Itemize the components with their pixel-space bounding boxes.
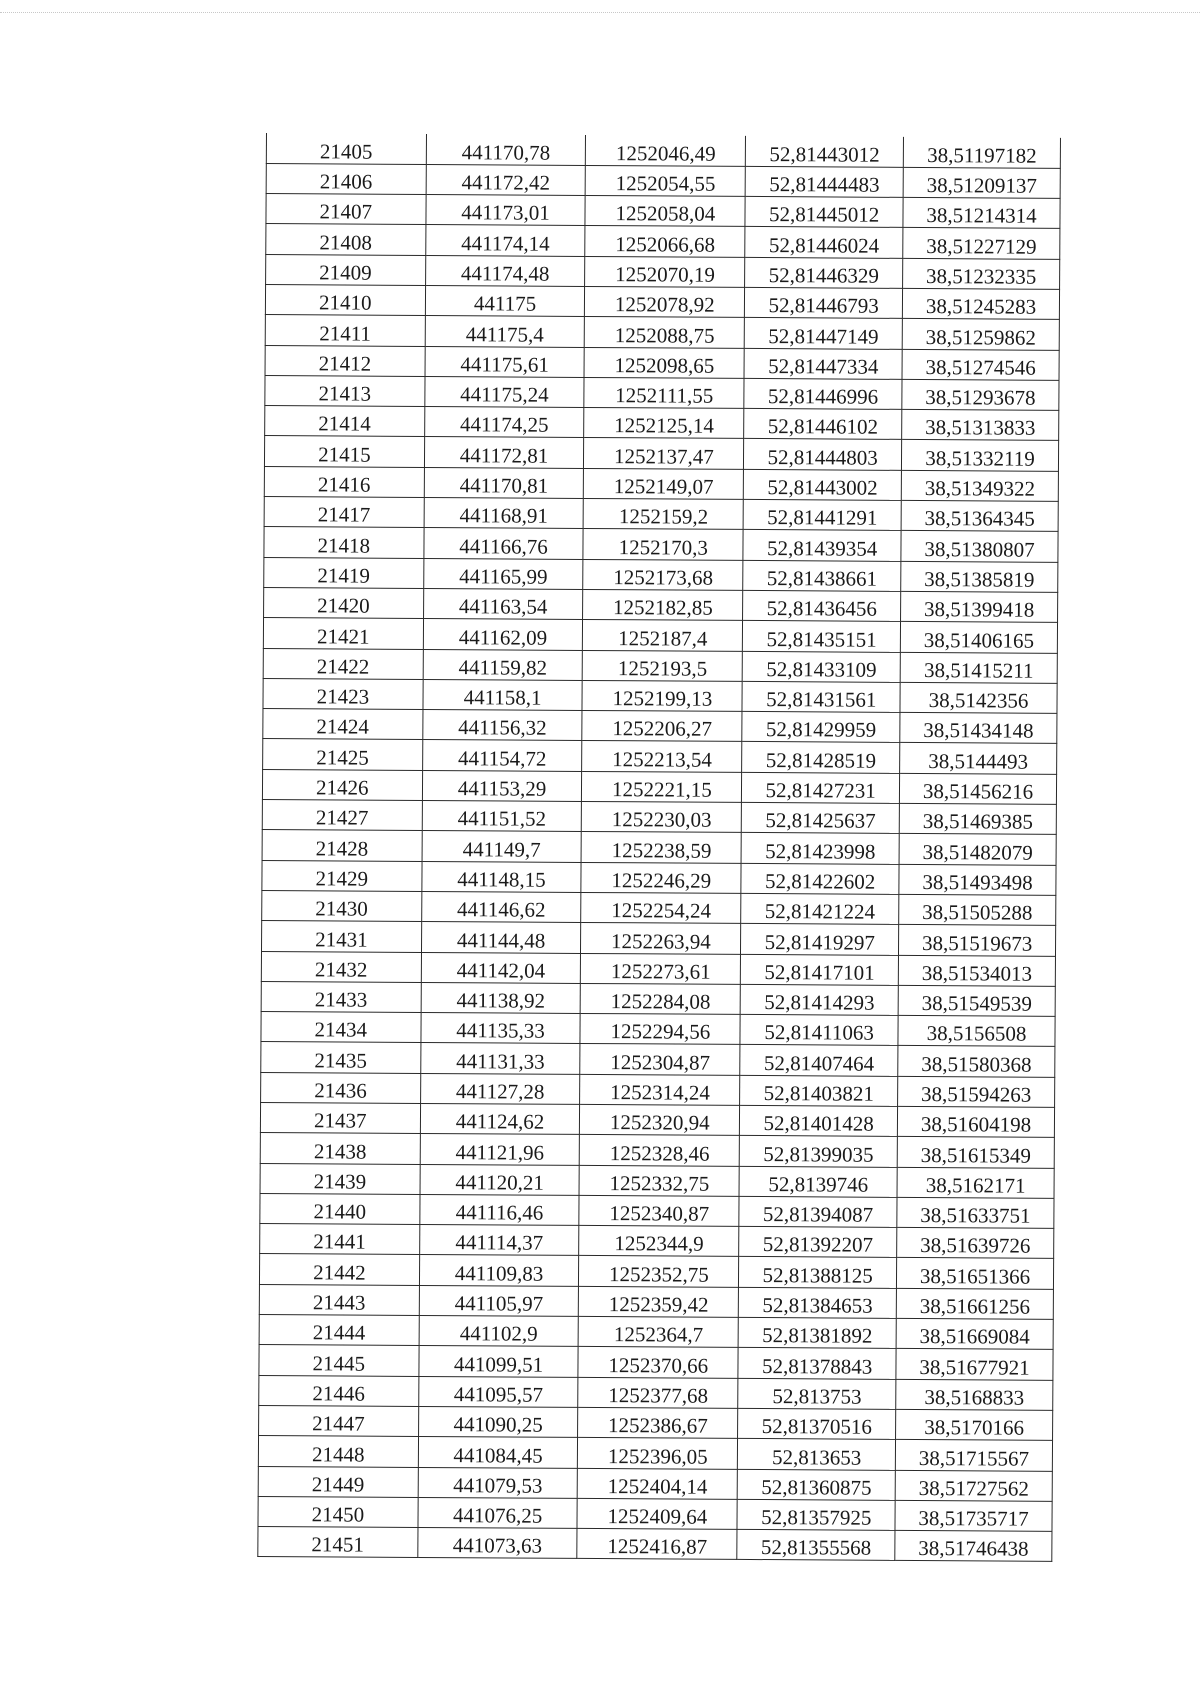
cell-longitude: 38,51274546	[902, 349, 1059, 380]
cell-longitude: 38,51594263	[898, 1076, 1055, 1107]
cell-x-coordinate: 441174,25	[424, 407, 584, 438]
cell-y-coordinate: 1252199,13	[582, 680, 742, 711]
cell-x-coordinate: 441073,63	[417, 1528, 577, 1559]
cell-longitude: 38,51735717	[895, 1500, 1052, 1531]
cell-x-coordinate: 441079,53	[418, 1467, 578, 1498]
cell-x-coordinate: 441175,24	[425, 376, 585, 407]
cell-longitude: 38,51415211	[900, 652, 1057, 683]
cell-latitude: 52,81447149	[744, 318, 902, 349]
cell-longitude: 38,51259862	[902, 319, 1059, 350]
scan-top-edge	[0, 12, 1200, 13]
cell-longitude: 38,51519673	[899, 925, 1056, 956]
cell-point-number: 21420	[264, 587, 424, 618]
cell-longitude: 38,51604198	[897, 1106, 1054, 1137]
cell-y-coordinate: 1252377,68	[578, 1377, 738, 1408]
cell-longitude: 38,5162171	[897, 1167, 1054, 1198]
cell-longitude: 38,51332119	[902, 440, 1059, 471]
cell-point-number: 21445	[259, 1345, 419, 1376]
cell-latitude: 52,81428519	[742, 742, 900, 773]
cell-longitude: 38,51434148	[900, 713, 1057, 744]
cell-y-coordinate: 1252396,05	[578, 1438, 738, 1469]
cell-latitude: 52,8139746	[739, 1166, 897, 1197]
cell-x-coordinate: 441099,51	[419, 1346, 579, 1377]
cell-latitude: 52,81414293	[740, 984, 898, 1015]
cell-y-coordinate: 1252125,14	[584, 408, 744, 439]
cell-longitude: 38,51549539	[898, 985, 1055, 1016]
table-row	[260, 1102, 1054, 1137]
table-row	[262, 769, 1056, 804]
cell-latitude: 52,81446024	[745, 227, 903, 258]
cell-y-coordinate: 1252149,07	[584, 468, 744, 499]
cell-latitude: 52,81381892	[738, 1317, 896, 1348]
cell-x-coordinate: 441159,82	[423, 649, 583, 680]
cell-longitude: 38,51493498	[899, 864, 1056, 895]
cell-point-number: 21440	[260, 1193, 420, 1224]
table-row	[259, 1284, 1053, 1319]
cell-point-number: 21448	[258, 1436, 418, 1467]
cell-y-coordinate: 1252238,59	[582, 832, 742, 863]
cell-y-coordinate: 1252386,67	[578, 1407, 738, 1438]
cell-latitude: 52,81370516	[738, 1408, 896, 1439]
cell-latitude: 52,81355568	[737, 1530, 895, 1561]
cell-x-coordinate: 441163,54	[423, 588, 583, 619]
cell-point-number: 21424	[263, 709, 423, 740]
cell-latitude: 52,81422602	[741, 863, 899, 894]
cell-y-coordinate: 1252054,55	[586, 165, 746, 196]
cell-longitude: 38,51746438	[895, 1531, 1052, 1562]
cell-y-coordinate: 1252070,19	[585, 256, 745, 287]
table-row	[258, 1496, 1052, 1531]
cell-x-coordinate: 441116,46	[420, 1194, 580, 1225]
cell-longitude: 38,51677921	[896, 1349, 1053, 1380]
cell-point-number: 21406	[266, 163, 426, 194]
cell-y-coordinate: 1252344,9	[579, 1226, 739, 1257]
table-row	[261, 981, 1055, 1016]
cell-point-number: 21434	[261, 1012, 421, 1043]
cell-latitude: 52,81357925	[737, 1499, 895, 1530]
cell-latitude: 52,81388125	[739, 1257, 897, 1288]
table-row	[258, 1436, 1052, 1471]
cell-x-coordinate: 441095,57	[418, 1376, 578, 1407]
cell-point-number: 21450	[258, 1496, 418, 1527]
cell-x-coordinate: 441168,91	[424, 498, 584, 529]
cell-y-coordinate: 1252187,4	[583, 620, 743, 651]
cell-y-coordinate: 1252098,65	[584, 347, 744, 378]
cell-latitude: 52,81441291	[743, 499, 901, 530]
cell-point-number: 21451	[258, 1527, 418, 1558]
cell-point-number: 21433	[261, 981, 421, 1012]
table-row	[260, 1193, 1054, 1228]
cell-point-number: 21444	[259, 1315, 419, 1346]
cell-point-number: 21421	[263, 618, 423, 649]
cell-longitude: 38,51534013	[898, 955, 1055, 986]
table-row	[264, 527, 1058, 562]
cell-longitude: 38,51380807	[901, 531, 1058, 562]
cell-longitude: 38,51505288	[899, 894, 1056, 925]
cell-point-number: 21429	[262, 860, 422, 891]
cell-longitude: 38,51469385	[899, 803, 1056, 834]
table-row	[259, 1375, 1053, 1410]
cell-latitude: 52,81446102	[744, 409, 902, 440]
table-row	[262, 890, 1056, 925]
cell-latitude: 52,81384653	[739, 1287, 897, 1318]
table-row	[266, 224, 1060, 259]
table-row	[265, 284, 1059, 319]
cell-y-coordinate: 1252328,46	[580, 1135, 740, 1166]
cell-longitude: 38,51245283	[902, 288, 1059, 319]
cell-longitude: 38,51364345	[901, 500, 1058, 531]
cell-y-coordinate: 1252193,5	[583, 650, 743, 681]
cell-longitude: 38,51232335	[903, 258, 1060, 289]
cell-x-coordinate: 441153,29	[422, 770, 582, 801]
cell-longitude: 38,51209137	[903, 167, 1060, 198]
cell-latitude: 52,81401428	[740, 1105, 898, 1136]
cell-point-number: 21446	[259, 1375, 419, 1406]
cell-x-coordinate: 441135,33	[421, 1013, 581, 1044]
cell-longitude: 38,51639726	[897, 1228, 1054, 1259]
cell-y-coordinate: 1252263,94	[581, 923, 741, 954]
cell-point-number: 21407	[266, 194, 426, 225]
cell-x-coordinate: 441121,96	[420, 1134, 580, 1165]
cell-longitude: 38,51669084	[896, 1318, 1053, 1349]
cell-point-number: 21439	[260, 1163, 420, 1194]
table-row	[264, 587, 1058, 622]
cell-y-coordinate: 1252078,92	[585, 286, 745, 317]
cell-latitude: 52,81419297	[741, 924, 899, 955]
cell-point-number: 21415	[264, 436, 424, 467]
cell-point-number: 21442	[259, 1254, 419, 1285]
cell-longitude: 38,51313833	[902, 410, 1059, 441]
cell-x-coordinate: 441154,72	[422, 740, 582, 771]
cell-latitude: 52,81431561	[742, 681, 900, 712]
cell-longitude: 38,51482079	[899, 834, 1056, 865]
coordinates-table	[257, 133, 1061, 1562]
table-row	[264, 436, 1058, 471]
cell-latitude: 52,81399035	[739, 1136, 897, 1167]
cell-x-coordinate: 441146,62	[421, 891, 581, 922]
cell-y-coordinate: 1252111,55	[584, 377, 744, 408]
cell-longitude: 38,51715567	[895, 1440, 1052, 1471]
table-row	[263, 739, 1057, 774]
table-row	[261, 1072, 1055, 1107]
cell-y-coordinate: 1252320,94	[580, 1104, 740, 1135]
cell-longitude: 38,51227129	[903, 228, 1060, 259]
cell-x-coordinate: 441151,52	[422, 800, 582, 831]
cell-point-number: 21409	[266, 254, 426, 285]
cell-latitude: 52,81407464	[740, 1045, 898, 1076]
cell-longitude: 38,51293678	[902, 379, 1059, 410]
cell-point-number: 21428	[262, 830, 422, 861]
cell-point-number: 21449	[258, 1466, 418, 1497]
cell-longitude: 38,51651366	[897, 1258, 1054, 1289]
table-row	[264, 466, 1058, 501]
cell-x-coordinate: 441172,42	[426, 164, 586, 195]
cell-latitude: 52,81378843	[738, 1348, 896, 1379]
cell-x-coordinate: 441158,1	[423, 679, 583, 710]
cell-y-coordinate: 1252058,04	[585, 196, 745, 227]
table-row	[264, 497, 1058, 532]
cell-latitude: 52,81443012	[746, 136, 904, 167]
table-row	[260, 1224, 1054, 1259]
cell-latitude: 52,81433109	[742, 651, 900, 682]
table-row	[261, 1042, 1055, 1077]
cell-y-coordinate: 1252352,75	[579, 1256, 739, 1287]
cell-longitude: 38,51580368	[898, 1046, 1055, 1077]
table-row	[262, 921, 1056, 956]
cell-x-coordinate: 441170,81	[424, 467, 584, 498]
cell-y-coordinate: 1252182,85	[583, 589, 743, 620]
table-row	[265, 375, 1059, 410]
cell-x-coordinate: 441174,14	[425, 225, 585, 256]
table-row	[259, 1405, 1053, 1440]
table-row	[262, 830, 1056, 865]
cell-point-number: 21441	[260, 1224, 420, 1255]
cell-x-coordinate: 441142,04	[421, 952, 581, 983]
cell-latitude: 52,81417101	[741, 954, 899, 985]
cell-latitude: 52,81435151	[743, 621, 901, 652]
cell-x-coordinate: 441131,33	[420, 1043, 580, 1074]
cell-latitude: 52,81411063	[740, 1015, 898, 1046]
cell-longitude: 38,51385819	[901, 561, 1058, 592]
table-row	[260, 1163, 1054, 1198]
cell-y-coordinate: 1252340,87	[579, 1195, 739, 1226]
cell-point-number: 21408	[266, 224, 426, 255]
table-row	[259, 1254, 1053, 1289]
table-row	[266, 254, 1060, 289]
cell-y-coordinate: 1252359,42	[579, 1286, 739, 1317]
cell-latitude: 52,81446996	[744, 378, 902, 409]
cell-x-coordinate: 441124,62	[420, 1103, 580, 1134]
cell-point-number: 21437	[260, 1102, 420, 1133]
cell-longitude: 38,5170166	[896, 1409, 1053, 1440]
cell-point-number: 21417	[264, 497, 424, 528]
table-row	[261, 1012, 1055, 1047]
cell-latitude: 52,81446329	[745, 257, 903, 288]
table-row	[266, 194, 1060, 229]
cell-y-coordinate: 1252332,75	[579, 1165, 739, 1196]
cell-y-coordinate: 1252170,3	[583, 529, 743, 560]
cell-x-coordinate: 441114,37	[419, 1225, 579, 1256]
cell-y-coordinate: 1252254,24	[581, 892, 741, 923]
cell-latitude: 52,81425637	[742, 802, 900, 833]
cell-longitude: 38,5144493	[900, 743, 1057, 774]
table-row	[261, 951, 1055, 986]
cell-x-coordinate: 441166,76	[424, 528, 584, 559]
table-row	[262, 860, 1056, 895]
cell-point-number: 21414	[265, 406, 425, 437]
cell-y-coordinate: 1252213,54	[582, 741, 742, 772]
cell-longitude: 38,5168833	[896, 1379, 1053, 1410]
cell-longitude: 38,51615349	[897, 1137, 1054, 1168]
cell-y-coordinate: 1252230,03	[582, 801, 742, 832]
cell-y-coordinate: 1252404,14	[578, 1468, 738, 1499]
cell-point-number: 21412	[265, 345, 425, 376]
cell-point-number: 21422	[263, 648, 423, 679]
cell-longitude: 38,51197182	[903, 137, 1060, 168]
cell-y-coordinate: 1252364,7	[579, 1317, 739, 1348]
cell-x-coordinate: 441076,25	[418, 1497, 578, 1528]
cell-y-coordinate: 1252284,08	[581, 983, 741, 1014]
cell-latitude: 52,81427231	[742, 772, 900, 803]
cell-x-coordinate: 441149,7	[422, 831, 582, 862]
cell-x-coordinate: 441165,99	[423, 558, 583, 589]
table-row	[265, 315, 1059, 350]
cell-latitude: 52,81429959	[742, 712, 900, 743]
table-row	[258, 1527, 1052, 1562]
table-row	[259, 1315, 1053, 1350]
cell-latitude: 52,81447334	[744, 348, 902, 379]
cell-latitude: 52,81423998	[741, 833, 899, 864]
cell-x-coordinate: 441156,32	[422, 710, 582, 741]
cell-x-coordinate: 441172,81	[424, 437, 584, 468]
cell-x-coordinate: 441162,09	[423, 619, 583, 650]
table-row	[260, 1133, 1054, 1168]
cell-latitude: 52,81445012	[745, 197, 903, 228]
cell-point-number: 21438	[260, 1133, 420, 1164]
cell-point-number: 21419	[264, 557, 424, 588]
cell-x-coordinate: 441173,01	[426, 195, 586, 226]
cell-latitude: 52,813753	[738, 1378, 896, 1409]
cell-point-number: 21410	[265, 284, 425, 315]
cell-y-coordinate: 1252370,66	[578, 1347, 738, 1378]
table-row	[264, 557, 1058, 592]
table-row	[266, 133, 1060, 168]
cell-longitude: 38,5142356	[900, 682, 1057, 713]
cell-longitude: 38,51349322	[901, 470, 1058, 501]
cell-x-coordinate: 441102,9	[419, 1316, 579, 1347]
cell-y-coordinate: 1252088,75	[585, 317, 745, 348]
table-row	[259, 1345, 1053, 1380]
cell-x-coordinate: 441090,25	[418, 1406, 578, 1437]
cell-longitude: 38,51406165	[900, 622, 1057, 653]
cell-point-number: 21411	[265, 315, 425, 346]
cell-latitude: 52,81443002	[744, 469, 902, 500]
cell-latitude: 52,81421224	[741, 893, 899, 924]
table-row	[263, 618, 1057, 653]
cell-x-coordinate: 441170,78	[426, 134, 586, 165]
table-row	[263, 678, 1057, 713]
cell-x-coordinate: 441174,48	[425, 255, 585, 286]
cell-y-coordinate: 1252159,2	[584, 499, 744, 530]
cell-longitude: 38,51727562	[895, 1470, 1052, 1501]
cell-longitude: 38,51456216	[900, 773, 1057, 804]
cell-longitude: 38,51214314	[903, 197, 1060, 228]
cell-y-coordinate: 1252304,87	[580, 1044, 740, 1075]
cell-latitude: 52,81403821	[740, 1075, 898, 1106]
cell-point-number: 21435	[261, 1042, 421, 1073]
cell-point-number: 21443	[259, 1284, 419, 1315]
table-row	[263, 709, 1057, 744]
cell-point-number: 21416	[264, 466, 424, 497]
cell-point-number: 21430	[262, 890, 422, 921]
cell-y-coordinate: 1252173,68	[583, 559, 743, 590]
cell-x-coordinate: 441175	[425, 285, 585, 316]
cell-latitude: 52,81446793	[745, 287, 903, 318]
cell-latitude: 52,81438661	[743, 560, 901, 591]
cell-point-number: 21405	[266, 133, 426, 164]
cell-point-number: 21431	[262, 921, 422, 952]
cell-x-coordinate: 441127,28	[420, 1073, 580, 1104]
cell-point-number: 21447	[259, 1405, 419, 1436]
cell-x-coordinate: 441084,45	[418, 1437, 578, 1468]
cell-y-coordinate: 1252314,24	[580, 1074, 740, 1105]
cell-longitude: 38,51399418	[901, 591, 1058, 622]
cell-point-number: 21423	[263, 678, 423, 709]
coordinates-table-body	[258, 133, 1061, 1562]
cell-y-coordinate: 1252137,47	[584, 438, 744, 469]
cell-longitude: 38,51661256	[896, 1288, 1053, 1319]
cell-y-coordinate: 1252206,27	[582, 711, 742, 742]
cell-latitude: 52,81394087	[739, 1196, 897, 1227]
cell-latitude: 52,81439354	[743, 530, 901, 561]
cell-x-coordinate: 441120,21	[420, 1164, 580, 1195]
cell-y-coordinate: 1252409,64	[577, 1498, 737, 1529]
cell-y-coordinate: 1252066,68	[585, 226, 745, 257]
table-row	[266, 163, 1060, 198]
cell-y-coordinate: 1252246,29	[581, 862, 741, 893]
cell-x-coordinate: 441109,83	[419, 1255, 579, 1286]
cell-longitude: 38,51633751	[897, 1197, 1054, 1228]
cell-x-coordinate: 441175,61	[425, 346, 585, 377]
cell-x-coordinate: 441175,4	[425, 316, 585, 347]
cell-y-coordinate: 1252046,49	[586, 135, 746, 166]
cell-latitude: 52,81392207	[739, 1227, 897, 1258]
cell-latitude: 52,81444803	[744, 439, 902, 470]
cell-latitude: 52,81436456	[743, 590, 901, 621]
cell-latitude: 52,81444483	[745, 166, 903, 197]
cell-x-coordinate: 441138,92	[421, 982, 581, 1013]
table-row	[263, 648, 1057, 683]
cell-latitude: 52,813653	[738, 1439, 896, 1470]
cell-y-coordinate: 1252416,87	[577, 1529, 737, 1560]
cell-x-coordinate: 441144,48	[421, 922, 581, 953]
cell-point-number: 21418	[264, 527, 424, 558]
table-row	[265, 345, 1059, 380]
table-row	[262, 800, 1056, 835]
cell-point-number: 21436	[261, 1072, 421, 1103]
cell-point-number: 21425	[263, 739, 423, 770]
cell-x-coordinate: 441105,97	[419, 1285, 579, 1316]
table-row	[258, 1466, 1052, 1501]
cell-y-coordinate: 1252273,61	[581, 953, 741, 984]
cell-latitude: 52,81360875	[737, 1469, 895, 1500]
cell-y-coordinate: 1252221,15	[582, 771, 742, 802]
table-row	[265, 406, 1059, 441]
cell-x-coordinate: 441148,15	[422, 861, 582, 892]
cell-point-number: 21426	[262, 769, 422, 800]
cell-y-coordinate: 1252294,56	[580, 1014, 740, 1045]
cell-point-number: 21413	[265, 375, 425, 406]
cell-longitude: 38,5156508	[898, 1015, 1055, 1046]
cell-point-number: 21432	[261, 951, 421, 982]
cell-point-number: 21427	[262, 800, 422, 831]
